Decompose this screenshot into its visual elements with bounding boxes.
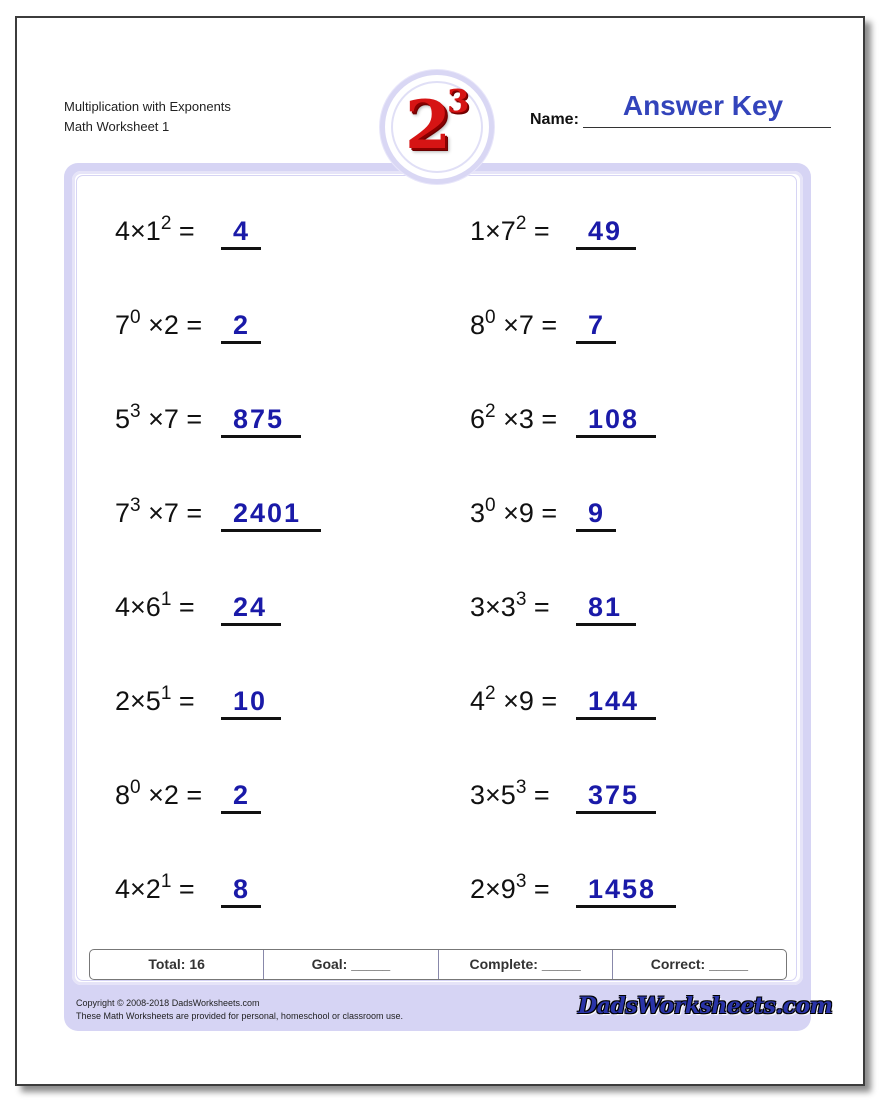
worksheet-title	[64, 97, 231, 137]
expression-base: 7	[115, 498, 131, 528]
expression-base: 2×9	[470, 874, 516, 904]
problem-item	[470, 869, 710, 909]
problem-expression	[115, 211, 202, 251]
problem-item	[470, 775, 710, 815]
expression-rest: ×2 =	[140, 310, 210, 340]
problem-item	[115, 493, 355, 533]
score-goal: Goal: _____	[264, 950, 438, 979]
answer-value: 8	[233, 874, 251, 904]
expression-rest: =	[526, 874, 558, 904]
expression-exponent: 0	[130, 307, 141, 328]
problem-item	[115, 775, 355, 815]
expression-exponent: 0	[485, 495, 496, 516]
answer-value: 81	[588, 592, 623, 622]
answer-value: 7	[588, 310, 606, 340]
problem-expression	[470, 211, 557, 251]
expression-exponent: 1	[160, 871, 172, 892]
expression-rest: ×7 =	[140, 498, 210, 528]
name-value: Answer Key	[622, 90, 784, 121]
footer-copyright	[76, 997, 403, 1023]
expression-rest: =	[171, 592, 203, 622]
score-box	[89, 949, 787, 980]
worksheet-title-line1: Multiplication with Exponents	[64, 99, 231, 114]
answer-value: 9	[588, 498, 606, 528]
expression-rest: ×3 =	[495, 404, 565, 434]
expression-rest: =	[171, 686, 203, 716]
problem-item	[470, 211, 710, 251]
expression-base: 3×5	[470, 780, 516, 810]
expression-base: 7	[115, 310, 131, 340]
expression-rest: =	[526, 216, 558, 246]
expression-exponent: 3	[515, 589, 527, 610]
expression-base: 3×3	[470, 592, 516, 622]
expression-exponent: 0	[130, 777, 141, 798]
score-correct: Correct: _____	[650, 956, 749, 972]
answer-value: 24	[233, 592, 268, 622]
score-complete: Complete: _____	[439, 950, 613, 979]
answer-value: 375	[588, 780, 640, 810]
problem-item	[115, 681, 355, 721]
problem-item	[115, 587, 355, 627]
score-total: Total: 16	[90, 950, 264, 979]
expression-exponent: 3	[130, 495, 141, 516]
problem-expression	[470, 493, 565, 533]
expression-base: 5	[115, 404, 131, 434]
expression-exponent: 2	[160, 213, 172, 234]
name-underline	[583, 127, 831, 128]
expression-base: 8	[470, 310, 486, 340]
expression-rest: =	[171, 874, 203, 904]
expression-exponent: 0	[485, 307, 496, 328]
logo-base: 2	[405, 86, 451, 164]
expression-base: 6	[470, 404, 486, 434]
answer-value: 2401	[233, 498, 302, 528]
problem-area-border	[76, 175, 797, 981]
expression-exponent: 2	[485, 683, 496, 704]
expression-base: 4×6	[115, 592, 161, 622]
expression-base: 8	[115, 780, 131, 810]
expression-exponent: 2	[515, 213, 527, 234]
problem-expression	[470, 305, 565, 345]
usage-text: These Math Worksheets are provided for personal, homeschool or classroom use.	[76, 1011, 403, 1021]
answer-value: 144	[588, 686, 640, 716]
brand-logo: DadsWorksheets.com	[578, 993, 833, 1019]
expression-rest: ×2 =	[140, 780, 210, 810]
problem-item	[470, 399, 710, 439]
problem-expression	[470, 775, 557, 815]
expression-rest: =	[526, 592, 558, 622]
problem-expression	[115, 399, 210, 439]
problem-item	[470, 305, 710, 345]
answer-value: 875	[233, 404, 285, 434]
expression-base: 3	[470, 498, 486, 528]
problem-expression	[115, 305, 210, 345]
problem-expression	[115, 775, 210, 815]
problem-item	[115, 211, 355, 251]
expression-base: 4×2	[115, 874, 161, 904]
answer-value: 4	[233, 216, 251, 246]
problem-item	[115, 399, 355, 439]
expression-rest: ×7 =	[140, 404, 210, 434]
problem-expression	[115, 869, 202, 909]
answer-value: 10	[233, 686, 268, 716]
expression-exponent: 3	[515, 871, 527, 892]
problem-item	[115, 869, 355, 909]
copyright-text: Copyright © 2008-2018 DadsWorksheets.com	[76, 998, 260, 1008]
name-label: Name:	[530, 111, 579, 128]
expression-base: 4	[470, 686, 486, 716]
problem-item	[470, 587, 710, 627]
problem-expression	[115, 681, 202, 721]
problem-item	[470, 681, 710, 721]
expression-rest: ×9 =	[495, 498, 565, 528]
problem-expression	[115, 587, 202, 627]
expression-rest: =	[171, 216, 203, 246]
expression-exponent: 2	[485, 401, 496, 422]
worksheet-title-line2: Math Worksheet 1	[64, 119, 170, 134]
problem-item	[115, 305, 355, 345]
answer-value: 108	[588, 404, 640, 434]
problem-expression	[470, 681, 565, 721]
expression-exponent: 1	[160, 589, 172, 610]
expression-base: 1×7	[470, 216, 516, 246]
problem-expression	[470, 587, 557, 627]
answer-value: 1458	[588, 874, 657, 904]
expression-exponent: 1	[160, 683, 172, 704]
expression-exponent: 3	[515, 777, 527, 798]
problem-expression	[115, 493, 210, 533]
expression-exponent: 3	[130, 401, 141, 422]
answer-value: 2	[233, 780, 251, 810]
problem-item	[470, 493, 710, 533]
answer-value: 49	[588, 216, 623, 246]
expression-base: 2×5	[115, 686, 161, 716]
expression-base: 4×1	[115, 216, 161, 246]
logo-exponent: 3	[447, 82, 470, 120]
problem-expression	[470, 869, 557, 909]
expression-rest: =	[526, 780, 558, 810]
answer-value: 2	[233, 310, 251, 340]
problem-expression	[470, 399, 565, 439]
expression-rest: ×9 =	[495, 686, 565, 716]
expression-rest: ×7 =	[495, 310, 565, 340]
exponent-logo-icon	[380, 70, 494, 184]
